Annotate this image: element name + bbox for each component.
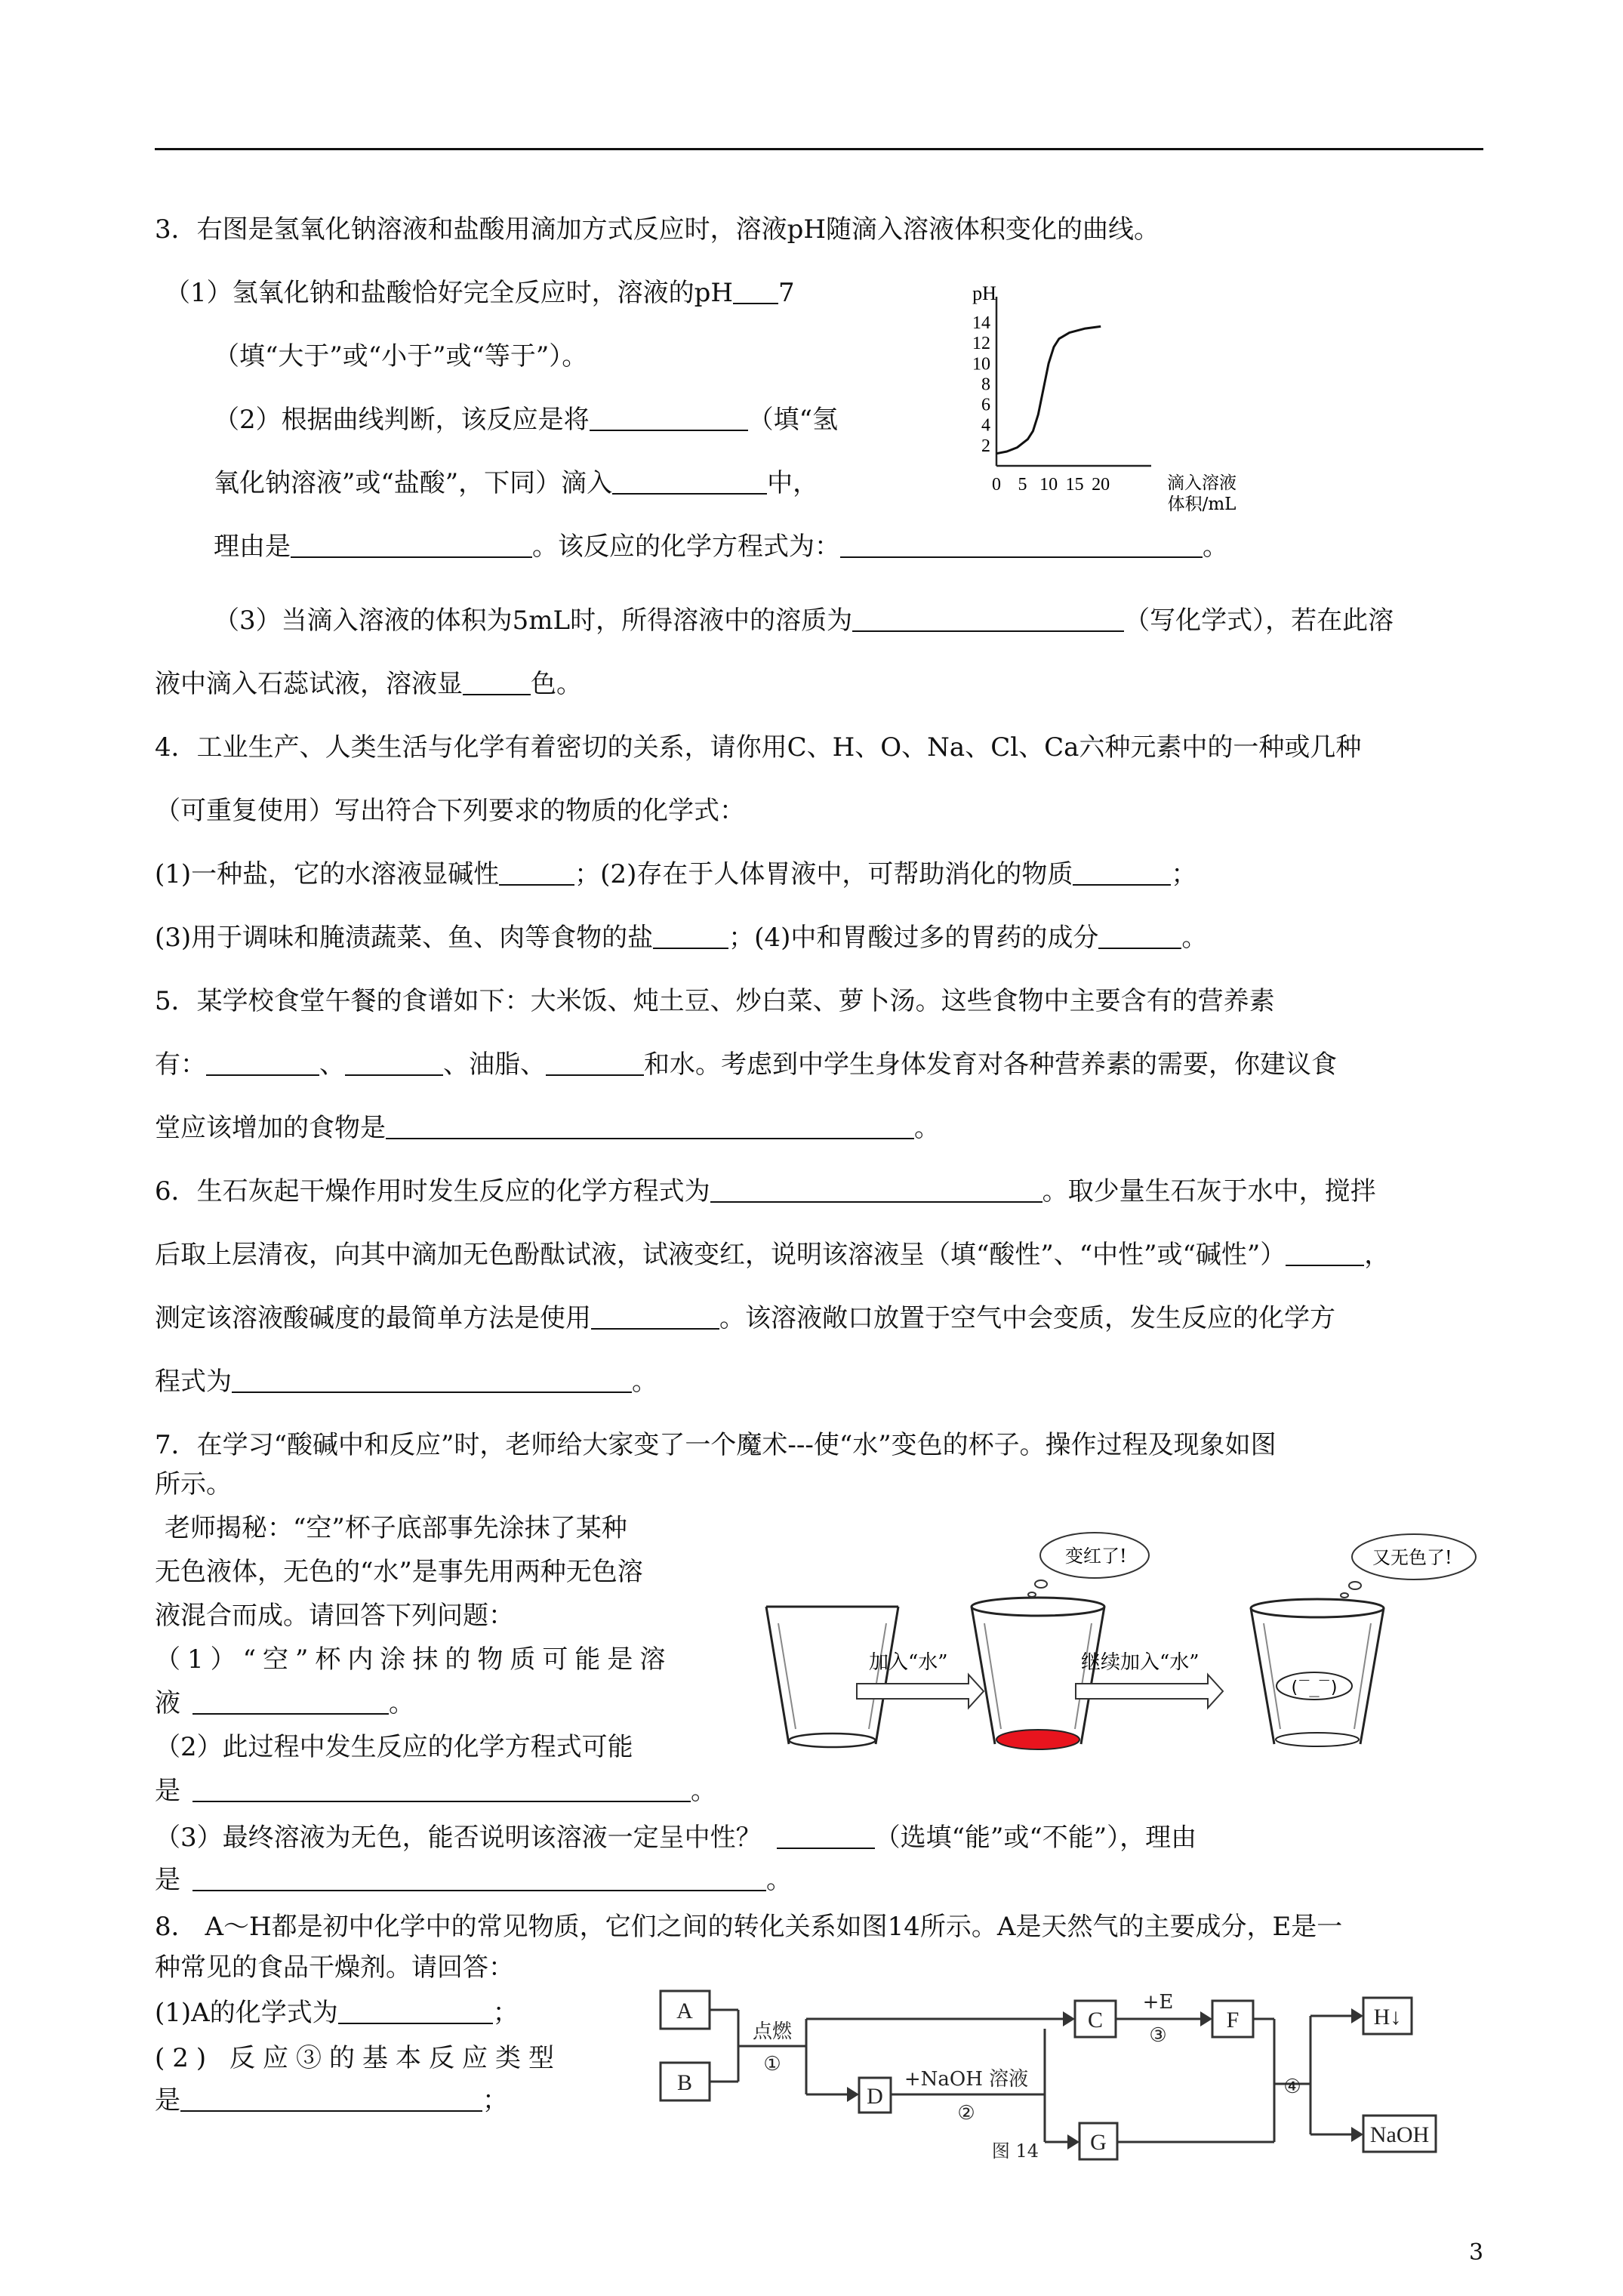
arrow-to-g-icon: [1067, 2134, 1079, 2150]
q7-sub3-line1: （3）最终溶液为无色，能否说明该溶液一定呈中性？ （选填“能”或“不能”），理由: [155, 1823, 1197, 1853]
q3-blank-into[interactable]: [612, 470, 767, 495]
q3-blank-solute[interactable]: [852, 608, 1124, 632]
node-g: G: [1090, 2130, 1107, 2155]
q4-blank-1[interactable]: [499, 861, 574, 886]
q4-items-1-2: (1)一种盐，它的水溶液显碱性 ；(2)存在于人体胃液中，可帮助消化的物质 ；: [155, 859, 1197, 889]
arrow-to-c-icon: [1063, 2011, 1075, 2026]
cup-face-text: (‾_‾): [1289, 1678, 1340, 1697]
q7-sub2-line2: 是 。: [155, 1776, 716, 1806]
q3-part3-line2: 液中滴入石蕊试液，溶液显 色。: [155, 669, 582, 699]
q7-blank-reason[interactable]: [192, 1867, 766, 1891]
y-tick-label: 14: [972, 313, 990, 333]
node-f: F: [1226, 2008, 1240, 2032]
label-ignite: 点燃: [752, 2020, 793, 2043]
label-plus-e: +E: [1142, 1991, 1174, 2014]
q6-line-1: 6．生石灰起干燥作用时发生反应的化学方程式为 。取少量生石灰于水中，搅拌: [155, 1176, 1376, 1207]
page-number: 3: [1469, 2239, 1484, 2266]
q7-reveal-2: 无色液体，无色的“水”是事先用两种无色溶: [155, 1557, 643, 1587]
q5-blank-2[interactable]: [345, 1052, 443, 1076]
q5-line-1: 5．某学校食堂午餐的食谱如下：大米饭、炖土豆、炒白菜、萝卜汤。这些食物中主要含有的营养素: [155, 986, 1275, 1016]
q7-blank-yesno[interactable]: [777, 1825, 875, 1849]
q7-line-1: 7．在学习“酸碱中和反应”时，老师给大家变了一个魔术---使“水”变色的杯子。操作过程及现象如图: [155, 1430, 1277, 1460]
q5-blank-1[interactable]: [206, 1052, 319, 1076]
add-more-water-arrow-icon: [1076, 1675, 1223, 1708]
q7-blank-equation[interactable]: [192, 1778, 691, 1802]
bubble1-text: 变红了!: [1065, 1546, 1127, 1567]
q3-blank-ph[interactable]: [733, 280, 778, 304]
q3-part2-line3: 理由是 。该反应的化学方程式为： 。: [214, 532, 1228, 562]
q6-line-2: 后取上层清夜，向其中滴加无色酚酞试液，试液变红，说明该溶液呈（填“酸性”、“中性”或“碱性”） ，: [155, 1240, 1390, 1270]
node-d: D: [867, 2084, 883, 2109]
y-tick-label: 8: [981, 374, 990, 395]
x-tick-label: 10: [1039, 475, 1058, 495]
node-h: H↓: [1373, 2005, 1402, 2029]
q3-part2-line1: （2）根据曲线判断，该反应是将 （填“氢: [214, 405, 839, 435]
q7-line-2: 所示。: [155, 1469, 232, 1499]
q5-blank-3[interactable]: [546, 1052, 644, 1076]
q7-sub1-line1: （1）“空”杯内涂抹的物质可能是溶: [155, 1644, 673, 1675]
label-r4: ④: [1283, 2076, 1301, 2098]
y-tick-label: 2: [981, 436, 990, 456]
q4-stem-2: （可重复使用）写出符合下列要求的物质的化学式：: [155, 796, 745, 826]
y-tick-label: 6: [981, 395, 990, 415]
q4-items-3-4: (3)用于调味和腌渍蔬菜、鱼、肉等食物的盐 ；(4)中和胃酸过多的胃药的成分 。: [155, 923, 1208, 953]
arrow1-label: 加入“水”: [869, 1651, 948, 1674]
q7-reveal-3: 液混合而成。请回答下列问题：: [155, 1601, 514, 1631]
node-c: C: [1087, 2008, 1104, 2032]
q3-stem: 3．右图是氢氧化钠溶液和盐酸用滴加方式反应时，溶液pH随滴入溶液体积变化的曲线。: [155, 214, 1160, 245]
x-tick-label: 0: [992, 475, 1001, 495]
q4-blank-2[interactable]: [1073, 861, 1171, 886]
q6-blank-equation[interactable]: [710, 1179, 1042, 1203]
q3-part3-line1: （3）当滴入溶液的体积为5mL时，所得溶液中的溶质为 （写化学式），若在此溶: [214, 606, 1394, 636]
q3-part2-line2: 氧化钠溶液”或“盐酸”，下同）滴入 中，: [214, 468, 819, 498]
bubble2-text: 又无色了!: [1372, 1547, 1452, 1568]
ph-chart: [957, 268, 1259, 570]
q3-part1-hint: （填“大于”或“小于”或“等于”）。: [214, 341, 588, 371]
q4-stem-1: 4．工业生产、人类生活与化学有着密切的关系，请你用C、H、O、Na、Cl、Ca六种元素中的一种或几种: [155, 732, 1362, 763]
q7-sub2-line1: （2）此过程中发生反应的化学方程式可能: [155, 1732, 633, 1762]
q3-part1: （1）氢氧化钠和盐酸恰好完全反应时，溶液的pH 7: [165, 278, 795, 308]
cups-figure: [751, 1525, 1487, 1767]
q5-blank-food[interactable]: [386, 1115, 914, 1139]
header-rule: [155, 148, 1483, 150]
q8-line-1: 8． A～H都是初中化学中的常见物质，它们之间的转化关系如图14所示。A是天然气的主要成分，E是一: [155, 1912, 1343, 1942]
label-r1: ①: [763, 2053, 781, 2076]
x-axis-label-line1: 滴入溶液: [1167, 473, 1236, 493]
q6-line-4: 程式为 。: [155, 1367, 658, 1397]
arrow-to-f-icon: [1200, 2011, 1212, 2026]
q8-blank-type[interactable]: [180, 2088, 482, 2112]
q7-sub3-line2: 是 。: [155, 1865, 792, 1895]
q8-line-2: 种常见的食品干燥剂。请回答：: [155, 1952, 514, 1983]
q7-sub1-line2: 液 。: [155, 1688, 414, 1718]
node-naoh: NaOH: [1369, 2122, 1430, 2147]
arrow-to-naoh-icon: [1351, 2127, 1363, 2142]
add-water-arrow-icon: [857, 1675, 984, 1708]
node-a: A: [676, 1999, 693, 2023]
q6-blank-nature[interactable]: [1286, 1242, 1364, 1266]
q5-line-3: 堂应该增加的食物是 。: [155, 1113, 940, 1143]
arrow-to-h-icon: [1351, 2008, 1363, 2023]
label-r2: ②: [957, 2102, 975, 2125]
q3-blank-reagent[interactable]: [590, 407, 748, 431]
y-axis-label: pH: [972, 282, 996, 304]
q5-line-2: 有： 、 、油脂、 和水。考虑到中学生身体发育对各种营养素的需要，你建议食: [155, 1049, 1337, 1080]
arrow2-label: 继续加入“水”: [1081, 1651, 1200, 1674]
ph-curve: [996, 326, 1101, 453]
q6-line-3: 测定该溶液酸碱度的最简单方法是使用 。该溶液敞口放置于空气中会变质，发生反应的化学方: [155, 1303, 1335, 1333]
q6-blank-equation2[interactable]: [232, 1369, 632, 1393]
figure-caption: 图 14: [991, 2140, 1039, 2161]
q8-sub1: (1)A的化学式为 ；: [155, 1998, 519, 2028]
x-axis-label-line2: 体积/mL: [1167, 495, 1236, 514]
y-tick-label: 12: [972, 334, 990, 354]
q8-sub2-line1: (2) 反应③的基本反应类型: [155, 2043, 562, 2073]
colorless-cup-icon: [1251, 1599, 1384, 1746]
q3-blank-color[interactable]: [463, 671, 531, 695]
label-naoh-solution: +NaOH 溶液: [904, 2068, 1029, 2091]
q7-reveal-1: 老师揭秘：“空”杯子底部事先涂抹了某种: [165, 1513, 627, 1543]
q4-blank-4[interactable]: [1098, 925, 1181, 949]
reaction-flow-diagram: [634, 1972, 1464, 2161]
q4-blank-3[interactable]: [653, 925, 728, 949]
q6-blank-method[interactable]: [591, 1305, 719, 1330]
q3-blank-reason[interactable]: [291, 534, 532, 558]
x-tick-label: 5: [1018, 475, 1027, 495]
q8-blank-formula[interactable]: [338, 2000, 493, 2024]
y-tick-label: 4: [981, 415, 990, 436]
y-tick-label: 10: [972, 354, 990, 374]
x-tick-label: 15: [1065, 475, 1084, 495]
q7-blank-solution[interactable]: [192, 1690, 389, 1715]
label-r3: ③: [1149, 2024, 1167, 2047]
empty-cup-icon: [766, 1607, 898, 1747]
q8-sub2-line2: 是 ；: [155, 2085, 508, 2116]
arrow-to-d-icon: [847, 2087, 859, 2102]
x-tick-label: 20: [1092, 475, 1110, 495]
node-b: B: [676, 2070, 693, 2095]
